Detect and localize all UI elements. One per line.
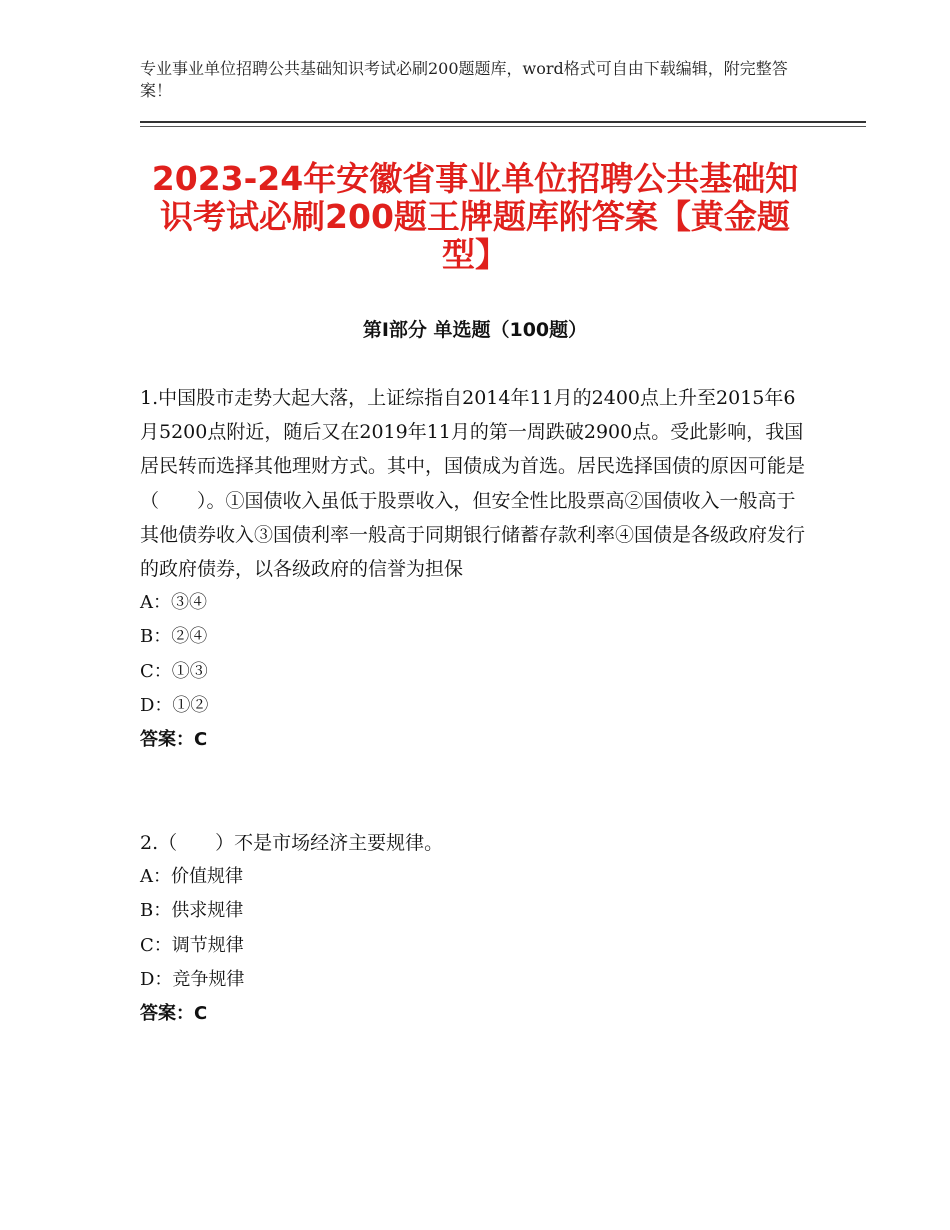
section-heading: 第Ⅰ部分 单选题（100题） (362, 319, 588, 341)
option-c: C：①③ (140, 660, 208, 682)
header-divider-thin (140, 126, 866, 127)
document-header-note: 专业事业单位招聘公共基础知识考试必刷200题题库，word格式可自由下载编辑，附完整答案！ (140, 59, 788, 100)
header-divider-thick (140, 121, 866, 123)
option-d: D：竞争规律 (140, 968, 245, 990)
question-2 (140, 826, 805, 1031)
answer-label: 答案：C (140, 729, 208, 751)
option-b: B：②④ (140, 626, 208, 648)
answer-label: 答案：C (140, 1003, 208, 1025)
question-stem: 1.中国股市走势大起大落，上证综指自2014年11月的2400点上升至2015年6月5200点附近，随后又在2019年11月的第一周跌破2900点。受此影响，我国居民转而选择其他理财方式。其中，国债成为首选。居民选择国债的原因可能是（ ）。①国债收入虽低于股票收入，但安全性比股票高②国债收入一般高于其他债券收入③国债利率一般高于同期银行储蓄存款利率④国债是各级政府发行的政府债券，以各级政府的信誉为担保 (140, 387, 806, 581)
option-d: D：①② (140, 694, 209, 716)
question-stem: 2.（ ）不是市场经济主要规律。 (140, 832, 444, 854)
option-a: A：③④ (140, 592, 207, 614)
document-title: 2023-24年安徽省事业单位招聘公共基础知识考试必刷200题王牌题库附答案【黄金题型】 (151, 159, 799, 274)
option-a: A：价值规律 (140, 866, 243, 888)
option-b: B：供求规律 (140, 900, 244, 922)
question-1 (140, 381, 805, 757)
option-c: C：调节规律 (140, 934, 244, 956)
